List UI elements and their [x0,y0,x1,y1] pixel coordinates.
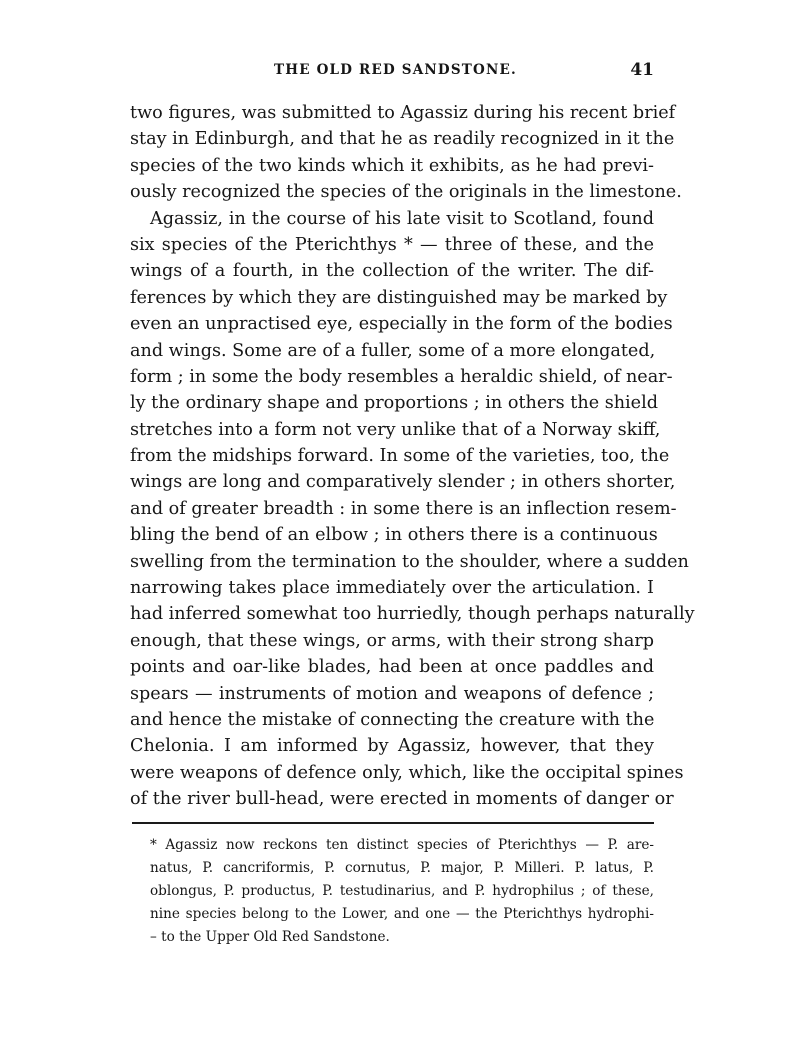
text-line: wings are long and comparatively slender ; in others shorter, [130,472,676,493]
text-line: had inferred somewhat too hurriedly, though perhaps naturally [130,604,695,625]
text-line: from the midships forward. In some of the varieties, too, the [130,446,670,467]
text-line: two figures, was submitted to Agassiz during his recent brief [130,103,676,123]
text-line: and wings. Some are of a fuller, some of a more elongated, [130,340,656,361]
text-line: even an unpractised eye, especially in the form of the bodies [130,314,673,335]
text-line: species of the two kinds which it exhibits, as he had previ- [130,155,654,176]
text-line: bling the bend of an elbow ; in others there is a continuous [130,525,658,546]
text-line: narrowing takes place immediately over the articulation. I [130,578,654,599]
text-line: ously recognized the species of the originals in the limestone. [130,182,682,203]
footnote-line: * Agassiz now reckons ten distinct species of Pterichthys — P. are- [150,837,654,853]
text-line: ly the ordinary shape and proportions ; in others the shield [130,393,658,414]
footnote-line: oblongus, P. productus, P. testudinarius, and P. hydrophilus ; of these, [150,883,654,899]
running-title: THE OLD RED SANDSTONE. [274,62,517,78]
text-line: form ; in some the body resembles a heraldic shield, of near- [130,366,673,387]
text-line: ferences by which they are distinguished may be marked by [130,287,668,308]
page-number: 41 [630,60,654,80]
text-line: stay in Edinburgh, and that he as readily recognized in it the [130,129,675,150]
text-line: swelling from the termination to the shoulder, where a sudden [130,551,689,572]
text-line: of the river bull-head, were erected in moments of danger or [130,789,674,810]
text-line: six species of the Pterichthys * — three of these, and the [130,234,654,255]
text-line: and hence the mistake of connecting the creature with the [130,709,655,730]
text-line: and of greater breadth : in some there is an inflection resem- [130,498,677,519]
footnote-divider [132,822,654,824]
footnote [150,834,654,949]
text-line: wings of a fourth, in the collection of the writer. The dif- [130,261,654,282]
text-line: enough, that these wings, or arms, with their strong sharp [130,630,654,651]
footnote-line: – to the Upper Old Red Sandstone. [150,929,390,945]
page-header [130,62,654,86]
body-text [130,100,695,813]
text-line: Agassiz, in the course of his late visit to Scotland, found [150,208,654,229]
footnote-line: nine species belong to the Lower, and one — the Pterichthys hydrophi- [150,906,654,922]
footnote-line: natus, P. cancriformis, P. cornutus, P. major, P. Milleri. P. latus, P. [150,860,654,876]
text-line: were weapons of defence only, which, like the occipital spines [130,762,684,783]
text-line: stretches into a form not very unlike that of a Norway skiff, [130,419,661,440]
text-line: spears — instruments of motion and weapons of defence ; [130,683,654,704]
text-line: Chelonia. I am informed by Agassiz, however, that they [130,736,654,757]
text-line: points and oar-like blades, had been at once paddles and [130,657,654,678]
